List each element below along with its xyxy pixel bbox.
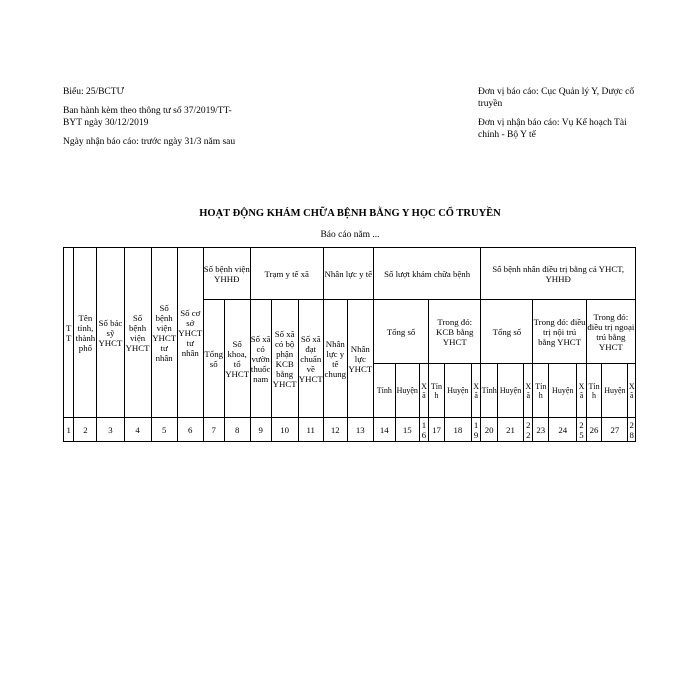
patients-outpatient-header: Trong đó: điều trị ngoại trú bằng YHCT (586, 300, 635, 364)
column-number: 11 (298, 418, 323, 442)
column-number: 9 (250, 418, 271, 442)
grp-patients-header: Số bệnh nhân điều trị bằng cả YHCT, YHHĐ (481, 248, 636, 300)
column-number: 1 (64, 418, 74, 442)
document-subtitle: Báo cáo năm ... (320, 230, 380, 240)
column-number: 19 (471, 418, 480, 442)
column-number: 15 (395, 418, 419, 442)
column-number: 8 (224, 418, 250, 442)
column-number: 10 (271, 418, 298, 442)
level-province: Tỉnh (429, 364, 445, 418)
col-private-hospitals-header: Số bệnh viện YHCT tư nhân (151, 248, 177, 418)
sub-yhct-units-header: Số xã có bộ phận KCB bằng YHCT (271, 300, 298, 418)
level-commune: Xã (628, 364, 636, 418)
level-district: Huyện (549, 364, 577, 418)
column-number: 5 (151, 418, 177, 442)
level-district: Huyện (498, 364, 524, 418)
col-hospitals-header: Số bệnh viện YHCT (124, 248, 151, 418)
report-table (63, 247, 636, 442)
level-province: Tỉnh (533, 364, 549, 418)
level-province: Tỉnh (586, 364, 602, 418)
column-number: 25 (577, 418, 586, 442)
grp-visits-header: Số lượt khám chữa bệnh (373, 248, 480, 300)
level-district: Huyện (395, 364, 419, 418)
column-number-row (64, 418, 636, 442)
visits-total-header: Tổng số (373, 300, 428, 364)
level-district: Huyện (444, 364, 471, 418)
column-number: 6 (177, 418, 203, 442)
level-commune: Xã (471, 364, 480, 418)
sub-herb-gardens-header: Số xã có vườn thuốc nam (250, 300, 271, 418)
column-number: 23 (533, 418, 549, 442)
column-number: 17 (429, 418, 445, 442)
column-number: 20 (481, 418, 498, 442)
column-number: 12 (323, 418, 347, 442)
reporting-unit-text: Đơn vị báo cáo: Cục Quản lý Y, Dược cổ truyền (478, 87, 635, 109)
column-number: 7 (203, 418, 224, 442)
sub-staff-total-header: Nhân lực y tế chung (323, 300, 347, 418)
sub-staff-yhct-header: Nhân lực YHCT (347, 300, 373, 418)
document-title: HOẠT ĐỘNG KHÁM CHỮA BỆNH BẰNG Y HỌC CỔ TRUYỀN (199, 208, 501, 219)
col-private-facilities-header: Số cơ sở YHCT tư nhân (177, 248, 203, 418)
col-province-header: Tên tỉnh, thành phố (74, 248, 97, 418)
level-commune: Xã (419, 364, 428, 418)
column-number: 28 (629, 419, 634, 440)
level-commune: Xã (577, 364, 586, 418)
column-number: 26 (586, 418, 602, 442)
level-district: Huyện (602, 364, 628, 418)
column-number: 16 (419, 418, 428, 442)
col-doctors-header: Số bác sỹ YHCT (97, 248, 124, 418)
header-right (478, 86, 648, 148)
sub-yhct-depts-header: Số khoa, tổ YHCT (224, 300, 250, 418)
header-left (63, 86, 238, 155)
issued-with-text: Ban hành kèm theo thông tư số 37/2019/TT-BYT ngày 30/12/2019 (63, 106, 232, 128)
column-number: 4 (124, 418, 151, 442)
visits-kcb-yhct-header: Trong đó: KCB bằng YHCT (429, 300, 481, 364)
level-province: Tỉnh (373, 364, 395, 418)
column-number: 27 (602, 418, 628, 442)
patients-total-header: Tổng số (481, 300, 533, 364)
sub-standard-header: Số xã đạt chuẩn về YHCT (298, 300, 323, 418)
column-number: 3 (97, 418, 124, 442)
patients-inpatient-header: Trong đó: điều trị nội trú bằng YHCT (533, 300, 586, 364)
column-number: 21 (498, 418, 524, 442)
column-number: 2 (74, 418, 97, 442)
grp-staff-header: Nhân lực y tế (323, 248, 373, 300)
level-province: Tỉnh (481, 364, 498, 418)
column-number: 22 (524, 418, 533, 442)
column-number: 24 (549, 418, 577, 442)
receive-date-text: Ngày nhận báo cáo: trước ngày 31/3 năm sau (63, 137, 236, 147)
column-number: 14 (373, 418, 395, 442)
header-row-1 (64, 248, 636, 300)
level-commune: Xã (524, 364, 533, 418)
column-number: 13 (347, 418, 373, 442)
sub-total-general-header: Tổng số (203, 300, 224, 418)
form-code: Biểu: 25/BCTƯ (63, 87, 124, 97)
grp-stations-header: Trạm y tế xã (250, 248, 323, 300)
receiving-unit-text: Đơn vị nhận báo cáo: Vụ Kế hoạch Tài chính - Bộ Y tế (478, 118, 627, 140)
col-tt-header: TT (64, 248, 74, 418)
column-number: 18 (444, 418, 471, 442)
grp-general-hospitals-header: Số bệnh viện YHHĐ (203, 248, 250, 300)
